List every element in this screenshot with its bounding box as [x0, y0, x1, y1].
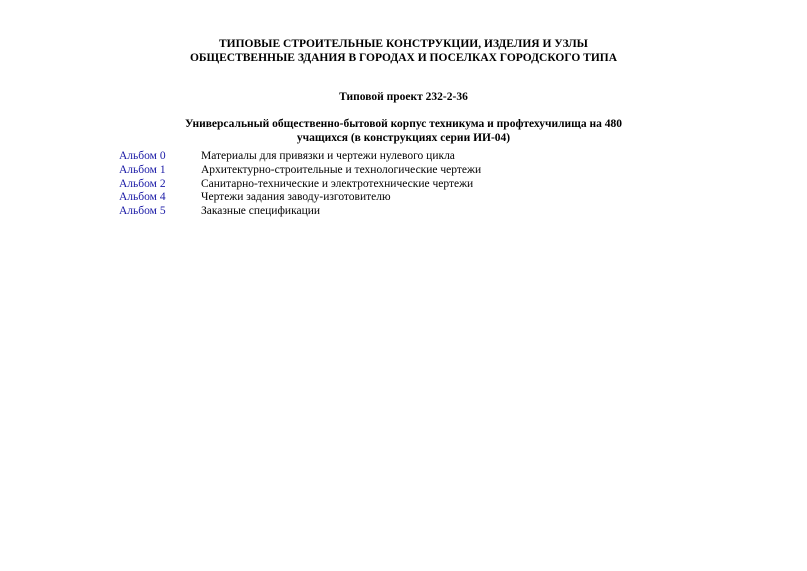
album-link-1[interactable]: Альбом 1	[119, 163, 166, 176]
album-description-5: Заказные спецификации	[201, 205, 321, 218]
subject-line-1: Универсальный общественно-бытовой корпус техникума и профтехучилища на 480	[184, 118, 623, 130]
album-row-5	[119, 205, 679, 219]
album-description-4: Чертежи задания заводу-изготовителю	[201, 191, 391, 204]
album-link-5[interactable]: Альбом 5	[119, 205, 166, 218]
header-line-1: ТИПОВЫЕ СТРОИТЕЛЬНЫЕ КОНСТРУКЦИИ, ИЗДЕЛИЯ И УЗЛЫ	[219, 38, 588, 50]
album-row-2	[119, 178, 679, 192]
project-subject	[0, 117, 807, 145]
album-list	[119, 150, 679, 219]
album-link-0[interactable]: Альбом 0	[119, 150, 166, 162]
album-description-1: Архитектурно-строительные и технологические чертежи	[201, 163, 482, 176]
album-link-2[interactable]: Альбом 2	[119, 177, 166, 190]
album-link-4[interactable]: Альбом 4	[119, 191, 166, 204]
album-row-1	[119, 164, 679, 178]
header-line-2: ОБЩЕСТВЕННЫЕ ЗДАНИЯ В ГОРОДАХ И ПОСЕЛКАХ ГОРОДСКОГО ТИПА	[189, 52, 618, 64]
album-row-4	[119, 191, 679, 205]
album-description-2: Санитарно-технические и электротехнические чертежи	[201, 177, 474, 190]
album-row-0	[119, 150, 679, 164]
album-description-0: Материалы для привязки и чертежи нулевого цикла	[201, 150, 455, 162]
subject-line-2: учащихся (в конструкциях серии ИИ-04)	[296, 132, 511, 144]
document-header	[0, 37, 807, 65]
project-title: Типовой проект 232-2-36	[339, 91, 468, 103]
